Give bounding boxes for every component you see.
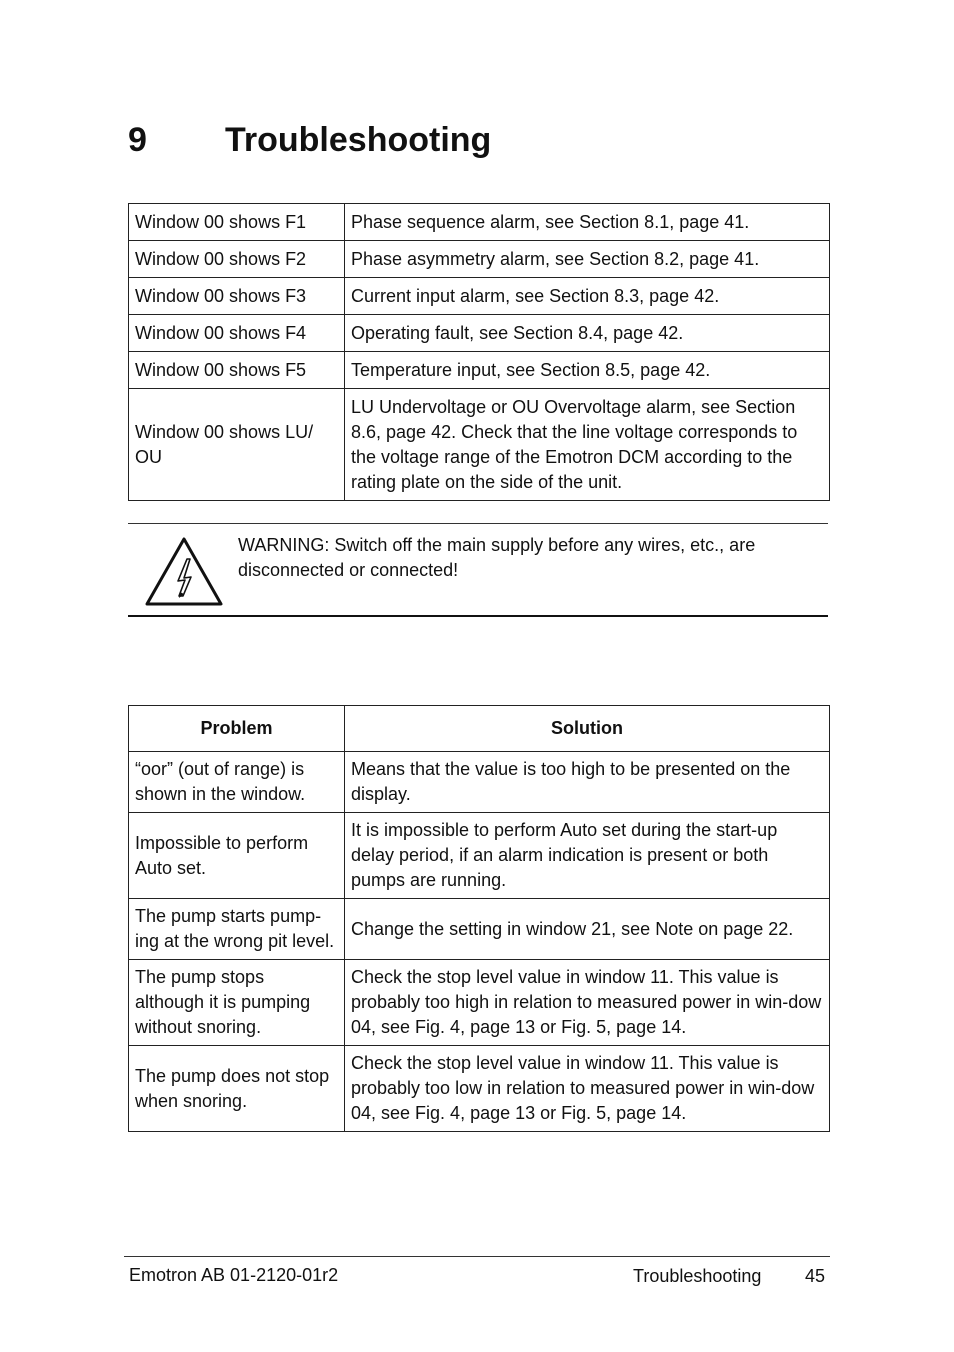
footer-document-id: Emotron AB 01-2120-01r2 <box>129 1265 339 1285</box>
alarm-action: Operating fault, see Section 8.4, page 42. <box>345 315 830 352</box>
table-row <box>129 899 830 960</box>
alarm-condition: Window 00 shows F1 <box>129 204 345 241</box>
alarm-condition: Window 00 shows F2 <box>129 241 345 278</box>
solution-cell: Check the stop level value in window 11. This value is probably too high in relation to measured power in win-dow 04, see Fig. 4, page 13 or Fig. 5, page 14. <box>345 960 830 1046</box>
solution-cell: Means that the value is too high to be presented on the display. <box>345 752 830 813</box>
alarm-condition: Window 00 shows F3 <box>129 278 345 315</box>
table-row <box>129 1046 830 1132</box>
alarm-condition: Window 00 shows LU/ OU <box>129 389 345 501</box>
problem-cell: “oor” (out of range) is shown in the window. <box>129 752 345 813</box>
alarm-action: Phase asymmetry alarm, see Section 8.2, page 41. <box>345 241 830 278</box>
alarm-action: Temperature input, see Section 8.5, page 42. <box>345 352 830 389</box>
warning-text: WARNING: Switch off the main supply before any wires, etc., are disconnected or connected! <box>238 535 756 580</box>
footer-section-name: Troubleshooting <box>633 1266 762 1286</box>
alarm-action: LU Undervoltage or OU Overvoltage alarm, see Section 8.6, page 42. Check that the line voltage corresponds to the voltage range of the Emotron DCM according to the rating plate on the side of the unit. <box>345 389 830 501</box>
problem-cell: The pump stops although it is pumping without snoring. <box>129 960 345 1046</box>
problem-cell: The pump does not stop when snoring. <box>129 1046 345 1132</box>
high-voltage-warning-icon <box>144 536 224 608</box>
alarm-table <box>128 203 830 501</box>
table-row <box>129 752 830 813</box>
alarm-condition: Window 00 shows F5 <box>129 352 345 389</box>
chapter-title: Troubleshooting <box>225 121 492 159</box>
chapter-number: 9 <box>128 121 147 159</box>
alarm-condition: Window 00 shows F4 <box>129 315 345 352</box>
warning-box <box>128 523 828 617</box>
alarm-action: Current input alarm, see Section 8.3, page 42. <box>345 278 830 315</box>
table-row <box>129 389 830 501</box>
solution-header: Solution <box>345 706 830 752</box>
table-row <box>129 278 830 315</box>
solution-cell: Change the setting in window 21, see Note on page 22. <box>345 899 830 960</box>
problem-cell: Impossible to perform Auto set. <box>129 813 345 899</box>
alarm-action: Phase sequence alarm, see Section 8.1, page 41. <box>345 204 830 241</box>
problem-header: Problem <box>129 706 345 752</box>
solution-cell: It is impossible to perform Auto set during the start-up delay period, if an alarm indication is present or both pumps are running. <box>345 813 830 899</box>
table-header-row <box>129 706 830 752</box>
table-row <box>129 352 830 389</box>
table-row <box>129 813 830 899</box>
page-number: 45 <box>805 1266 826 1286</box>
table-row <box>129 241 830 278</box>
solution-cell: Check the stop level value in window 11. This value is probably too low in relation to measured power in win-dow 04, see Fig. 4, page 13 or Fig. 5, page 14. <box>345 1046 830 1132</box>
problem-solution-table <box>128 705 830 1132</box>
problem-cell: The pump starts pump-ing at the wrong pit level. <box>129 899 345 960</box>
table-row <box>129 315 830 352</box>
table-row <box>129 960 830 1046</box>
footer-divider <box>124 1256 830 1257</box>
table-row <box>129 204 830 241</box>
